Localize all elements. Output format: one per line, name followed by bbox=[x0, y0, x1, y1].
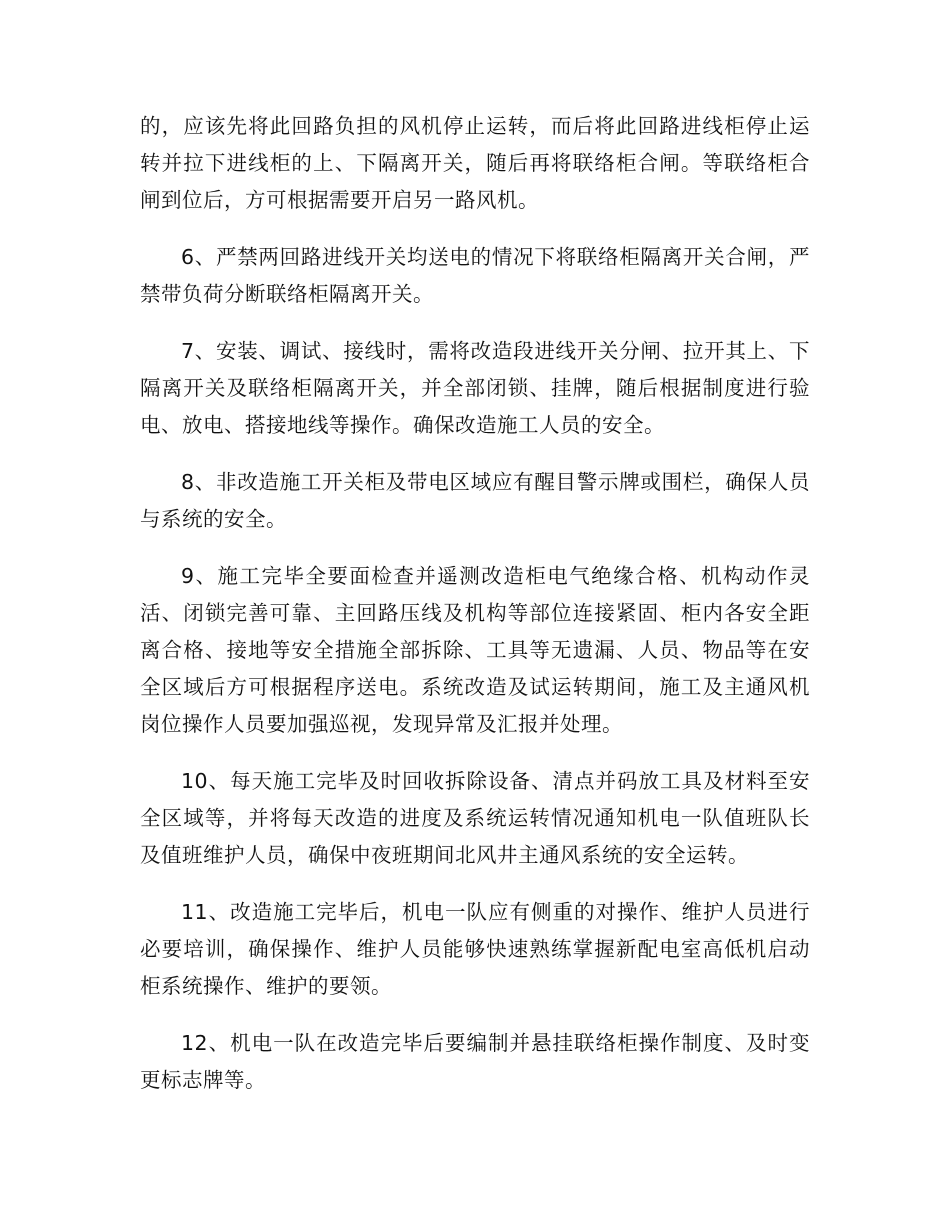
document-body bbox=[140, 108, 810, 1119]
paragraph-item-12: 12、机电一队在改造完毕后要编制并悬挂联络柜操作制度、及时变更标志牌等。 bbox=[140, 1031, 810, 1092]
paragraph-item-10: 10、每天施工完毕及时回收拆除设备、清点并码放工具及材料至安全区域等，并将每天改造的进度及系统运转情况通知机电一队值班队长及值班维护人员，确保中夜班期间北风井主通风系统的安全运转。 bbox=[140, 769, 810, 867]
paragraph-continuation: 的，应该先将此回路负担的风机停止运转，而后将此回路进线柜停止运转并拉下进线柜的上、下隔离开关，随后再将联络柜合闸。等联络柜合闸到位后，方可根据需要开启另一路风机。 bbox=[140, 114, 810, 212]
paragraph-item-8: 8、非改造施工开关柜及带电区域应有醒目警示牌或围栏，确保人员与系统的安全。 bbox=[140, 470, 810, 531]
paragraph-item-9: 9、施工完毕全要面检查并遥测改造柜电气绝缘合格、机构动作灵活、闭锁完善可靠、主回路压线及机构等部位连接紧固、柜内各安全距离合格、接地等安全措施全部拆除、工具等无遗漏、人员、物品等在安全区域后方可根据程序送电。系统改造及试运转期间，施工及主通风机岗位操作人员要加强巡视，发现异常及汇报并处理。 bbox=[140, 564, 810, 736]
paragraph-item-11: 11、改造施工完毕后，机电一队应有侧重的对操作、维护人员进行必要培训，确保操作、维护人员能够快速熟练掌握新配电室高低机启动柜系统操作、维护的要领。 bbox=[140, 900, 810, 998]
paragraph-item-6: 6、严禁两回路进线开关均送电的情况下将联络柜隔离开关合闸，严禁带负荷分断联络柜隔离开关。 bbox=[140, 245, 810, 306]
paragraph-item-7: 7、安装、调试、接线时，需将改造段进线开关分闸、拉开其上、下隔离开关及联络柜隔离开关，并全部闭锁、挂牌，随后根据制度进行验电、放电、搭接地线等操作。确保改造施工人员的安全。 bbox=[140, 339, 810, 437]
